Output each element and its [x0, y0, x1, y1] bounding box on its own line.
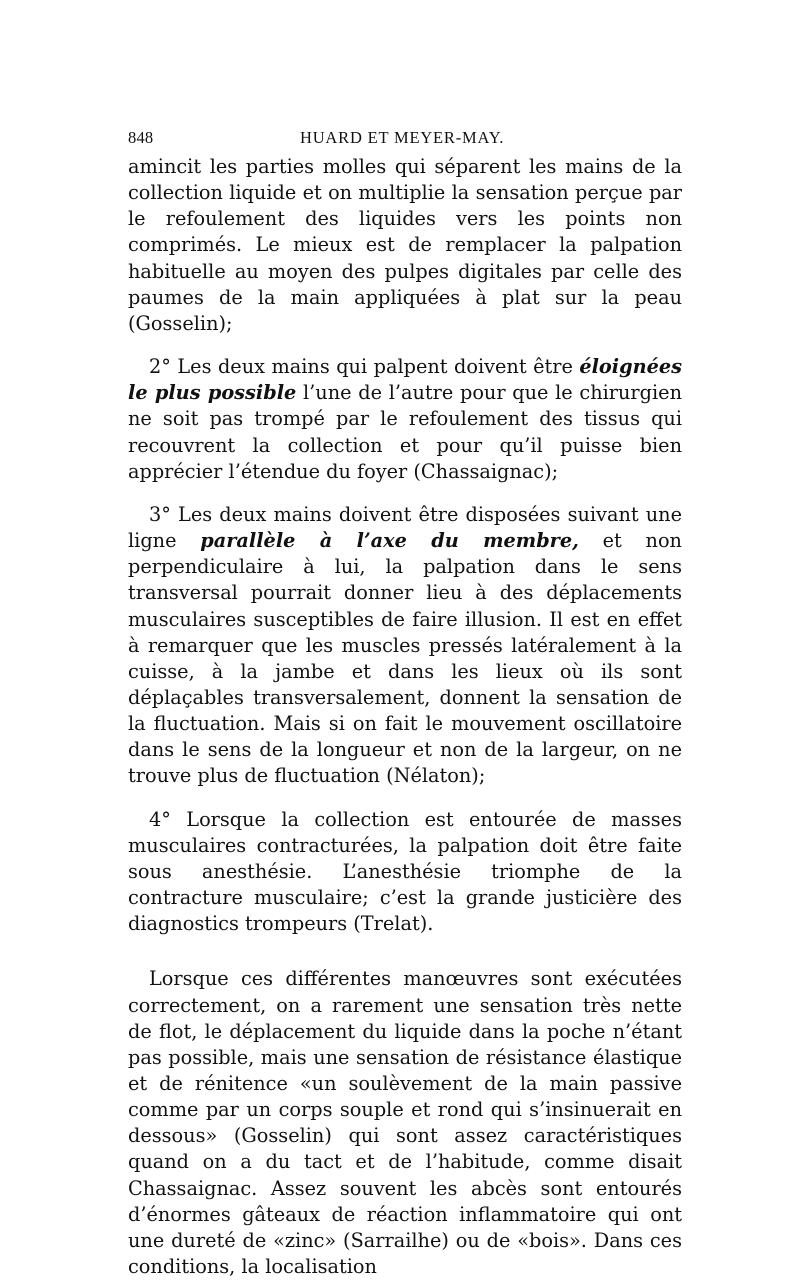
paragraph-2-tail: l’une de l’autre pour que le chirurgien ne soit pas trompé par le refoulement des tissus qui recouvrent la collection et pour qu’il puisse bien apprécier l’étendue du foyer (Chassaignac); [128, 381, 682, 483]
paragraph-4: 4° Lorsque la collection est entourée de masses musculaires contracturées, la palpation doit être faite sous anesthésie. L’anesthésie triomphe de la contracture musculaire; c’est la grande justicière des diagnostics trompeurs (Trelat). [128, 807, 682, 936]
running-head: HUARD ET MEYER-MAY. [300, 128, 505, 147]
body-text [128, 154, 682, 1280]
paragraph-5: Lorsque ces différentes manœuvres sont exécutées correctement, on a rarement une sensation très nette de flot, le déplacement du liquide dans la poche n’étant pas possible, mais une sensation de résistance élastique et de rénitence «un soulèvement de la main passive comme par un corps souple et rond qui s’insinuerait en dessous» (Gosselin) qui sont assez caractéristiques quand on a du tact et de l’habitude, comme disait Chassaignac. Assez souvent les abcès sont entourés d’énormes gâteaux de réaction inflammatoire qui ont une dureté de «zinc» (Sarrailhe) ou de «bois». Dans ces conditions, la localisation [128, 967, 682, 1279]
paragraph-2-emphasis: éloignées le plus possible [128, 355, 682, 405]
paragraph-2-lead: 2° Les deux mains qui palpent doivent être [149, 355, 580, 379]
paragraph-3-emphasis: parallèle à l’axe du membre, [200, 529, 579, 553]
page-number: 848 [128, 128, 154, 147]
paragraph-2 [128, 354, 682, 485]
paragraph-3-tail: et non perpendiculaire à lui, la palpation dans le sens transversal pourrait donner lieu à des déplacements musculaires susceptibles de faire illusion. Il est en effet à remarquer que les muscles pressés latéralement à la cuisse, à la jambe et dans les lieux où ils sont déplaçables transversalement, donnent la sensation de la fluctuation. Mais si on fait le mouvement oscillatoire dans le sens de la longueur et non de la largeur, on ne trouve plus de fluctuation (Nélaton); [128, 529, 682, 788]
paragraph-3 [128, 502, 682, 790]
paragraph-1: amincit les parties molles qui séparent les mains de la collection liquide et on multiplie la sensation perçue par le refoulement des liquides vers les points non comprimés. Le mieux est de remplacer la palpation habituelle au moyen des pulpes digitales par celle des paumes de la main appliquées à plat sur la peau (Gosselin); [128, 155, 682, 335]
paragraph-3-lead: 3° Les deux mains doivent être disposées suivant une ligne [128, 502, 682, 553]
page-header [128, 128, 682, 150]
